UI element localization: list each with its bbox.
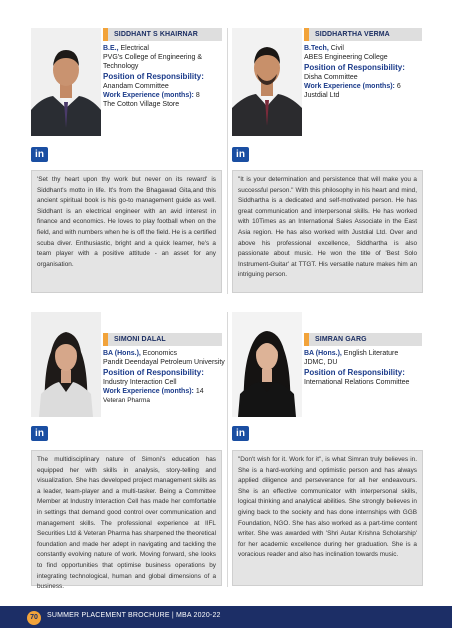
responsibility-label: Position of Responsibility: (304, 63, 405, 72)
profile-details (103, 349, 225, 405)
responsibility: Anandam Committee (103, 83, 169, 90)
college: PVG's College of Engineering & Technology (103, 54, 203, 70)
responsibility: Industry Interaction Cell (103, 379, 177, 386)
degree: BA (Hons.), (304, 350, 342, 357)
work-company: The Cotton Village Store (103, 101, 180, 108)
responsibility: Disha Committee (304, 74, 358, 81)
degree: B.E., (103, 45, 119, 52)
column-divider (227, 28, 228, 294)
profile-name-tag: SIMONI DALAL (103, 333, 222, 346)
degree: B.Tech, (304, 45, 329, 52)
profile-details (103, 44, 223, 109)
work-months: 6 (394, 83, 401, 90)
stream: English Literature (341, 350, 399, 357)
profile-name-tag: SIDDHARTHA VERMA (304, 28, 422, 41)
stream: Civil (328, 45, 344, 52)
profile-photo (232, 312, 302, 417)
college: JDMC, DU (304, 359, 338, 366)
profile-photo (31, 312, 101, 417)
page-footer (0, 606, 452, 628)
stream: Economics (140, 350, 178, 357)
profile-bio: The multidisciplinary nature of Simoni's education has equipped her with skills in analysis, story-telling and visualization. She has developed project management skills as a leader, team-player and a multi-tasker. Being a Committee Member at Industry Interaction Cell has made her comfortable in settings that demand good control over communication and management skills. The professional experience at IIFL Securities Ltd & Veteran Pharma has sharpened the theoretical foundation and made her adept in navigating and tackling the constantly evolving nature of work. Moving forward, she looks to find opportunities that optimise business operations by integrating technological, human and global dimensions of a business. (31, 450, 222, 586)
stream: Electrical (118, 45, 149, 52)
linkedin-icon[interactable]: in (31, 147, 48, 162)
linkedin-icon[interactable]: in (31, 426, 48, 441)
profile-bio: "It is your determination and persistence that will make you a successful person." With this philosophy in his heart and mind, Siddhartha is a dedicated and self-motivated person. He has great communication and interpersonal skills. He has worked with 10Times as an International Sales Associate in the East Asia region. He has also worked with Justdial Ltd. Over and above his professional excellence, Siddhartha is also passionate about music. He won the title of 'Best Solo Instrument-Guitar' at TTGT. His versatile nature makes him an intriguing person. (232, 170, 423, 293)
linkedin-icon[interactable]: in (232, 147, 249, 162)
profile-bio: "Don't wish for it. Work for it", is what Simran truly believes in. She is a hard-working and optimistic person and has always applied diligence and perseverance for all her endeavours. She is an effective communicator with interpersonal skills, logical thinking and analytical abilities. She strongly believes in giving back to the society and has done internships with GGB Foundation, NGO. She has also worked as a part-time content writer. She was awarded with 'Shri Autar Krishna Scholarship' for her academic excellence during her graduation. She is a voracious reader and also has inclination towards music. (232, 450, 423, 586)
profile-details (304, 44, 424, 100)
responsibility-label: Position of Responsibility: (103, 368, 204, 377)
linkedin-icon[interactable]: in (232, 426, 249, 441)
responsibility: International Relations Committee (304, 379, 410, 386)
degree: BA (Hons.), (103, 350, 141, 357)
profile-name-tag: SIDDHANT S KHAIRNAR (103, 28, 222, 41)
profile-details (304, 349, 428, 387)
work-label: Work Experience (months): (103, 92, 194, 99)
profile-photo (31, 28, 101, 136)
college: ABES Engineering College (304, 54, 388, 61)
profile-name-tag: SIMRAN GARG (304, 333, 422, 346)
work-company: Veteran Pharma (103, 397, 150, 404)
college: Pandit Deendayal Petroleum University (103, 359, 225, 366)
work-company: Justdial Ltd (304, 92, 340, 99)
work-months: 14 (193, 388, 204, 395)
page-number: 70 (27, 611, 41, 625)
profile-bio: 'Set thy heart upon thy work but never on its reward' is Siddhant's motto in life. It's from the Bhagawad Gita,and this ancient spiritual book is his go-to management guide as well. Siddhant is an electrical engineer with an avid interest in finance and economics. He loves to play football when on the field, and with numbers when he is off the field. He is a certified scuba diver. Enthusiastic, bright and a quick learner, he's a team player with a positive attitude - an asset for any organisation. (31, 170, 222, 293)
column-divider (227, 312, 228, 587)
work-months: 8 (193, 92, 200, 99)
work-label: Work Experience (months): (103, 388, 194, 395)
responsibility-label: Position of Responsibility: (304, 368, 405, 377)
responsibility-label: Position of Responsibility: (103, 72, 204, 81)
profile-photo (232, 28, 302, 136)
footer-title: SUMMER PLACEMENT BROCHURE | MBA 2020-22 (47, 612, 221, 619)
work-label: Work Experience (months): (304, 83, 395, 90)
